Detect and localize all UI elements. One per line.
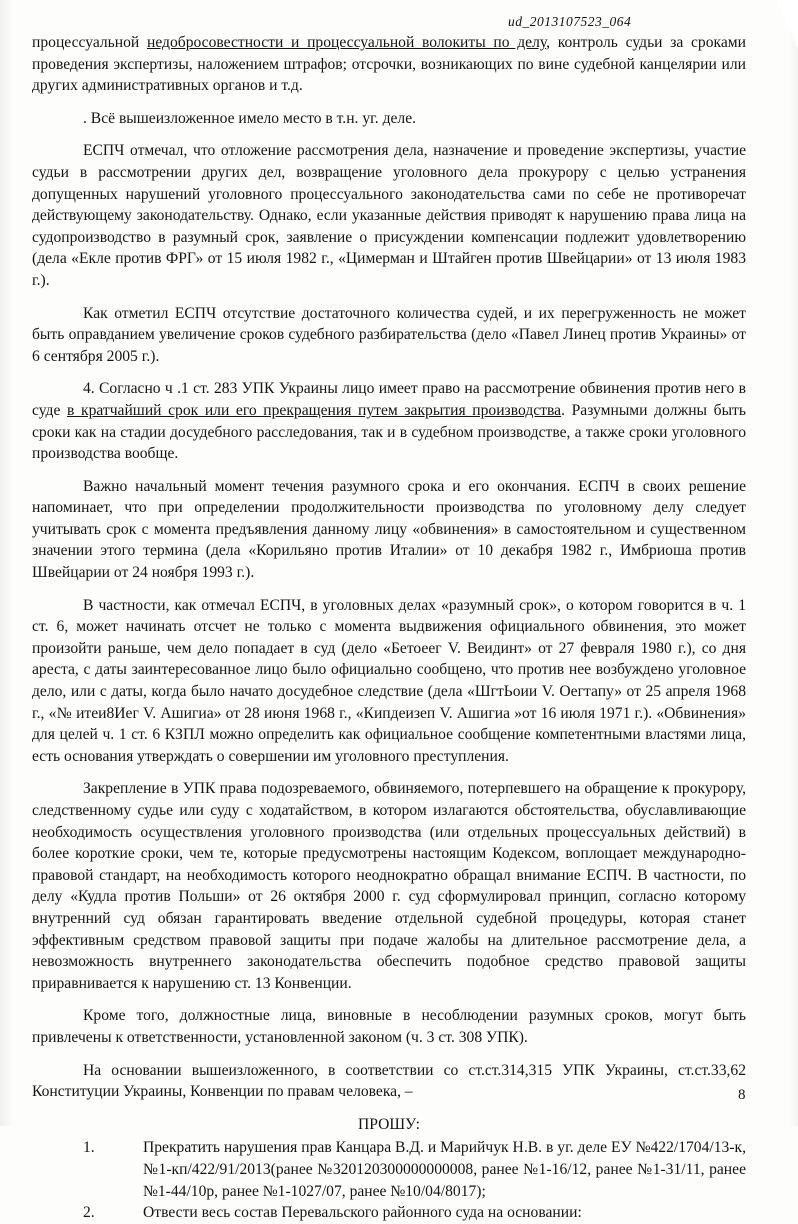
paragraph-8: Кроме того, должностные лица, виновные в несоблюдении разумных сроков, могут быть привлечены к ответственности, установленной законом (ч. 3 ст. 308 УПК).	[32, 1007, 746, 1046]
folded-corner	[776, 0, 798, 48]
paragraph-6: В частности, как отмечал ЕСПЧ, в уголовных делах «разумный срок», о котором говорится в ч. 1 ст. 6, может начинать отсчет не только с момента выдвижения официального обвинения, это может произойти раньше, чем дело попадает в суд (дело «Бетоеег V. Веидинт» от 27 февраля 1980 г.), со дня ареста, с даты заинтересованное лицо было официально сообщено, что против нее возбуждено уголовное дело, или с даты, когда было начато досудебное следствие (дела «ШгтЬоии V. Оегтапу» от 25 апреля 1968 г., «№ итеи8Иег V. Ашигиа» от 28 июня 1968 г., «Кипдеизеп V. Ашигиа »от 16 июля 1971 г.). «Обвинения» для целей ч. 1 ст. 6 КЗПЛ можно определить как официальное сообщение компетентными властями лица, есть основания утверждать о совершении им уголовного преступления.	[32, 596, 746, 765]
item-text: Прекратить нарушения прав Канцара В.Д. и Марийчук Н.В. в уг. деле ЕУ №422/1704/13-к, №1-кп/422/91/2013(ранее №320120300000000008, ранее №1-16/12, ранее №1-31/11, ранее №1-44/10р, ранее №1-1027/07, ранее №10/04/8017);	[143, 1139, 746, 1200]
document-body	[32, 32, 746, 1224]
paragraph-3: Как отметил ЕСПЧ отсутствие достаточного количества судей, и их перегруженность не может быть оправданием увеличение сроков судебного разбирательства (дело «Павел Линец против Украины» от 6 сентября 2005 г.).	[32, 304, 746, 365]
item-number: 2.	[83, 1204, 95, 1222]
request-item	[32, 1137, 746, 1202]
request-heading: ПРОШУ:	[358, 1115, 420, 1133]
paragraph-7: Закрепление в УПК права подозреваемого, обвиняемого, потерпевшего на обращение к прокурору, следственному судье или суду с ходатайством, в котором излагаются обстоятельства, обуславливающие необходимость осуществления уголовного производства (или отдельных процессуальных действий) в более короткие сроки, чем те, которые предусмотрены настоящим Кодексом, воплощает международно-правовой стандарт, на необходимость которого неоднократно обращал внимание ЕСПЧ. В частности, по делу «Кудла против Польши» от 26 октября 2000 г. суд сформулировал принцип, согласно которому внутренний суд обязан гарантировать введение отдельной судебной процедуры, которая станет эффективным средством правовой защиты при подаче жалобы на длительное рассмотрение дела, а невозможность внутреннего законодательства обеспечить подобное средство правовой защиты приравнивается к нарушению ст. 13 Конвенции.	[32, 780, 746, 992]
paragraph-4: 4. Согласно ч .1 ст. 283 УПК Украины лицо имеет право на рассмотрение обвинения против него в суде в кратчайший срок или его прекращения путем закрытия производства. Разумными должны быть сроки как на стадии досудебного расследования, так и в судебном производстве, а также сроки уголовного производства вообще.	[32, 380, 746, 463]
paragraph-1: . Всё вышеизложенное имело место в т.н. уг. деле.	[83, 109, 417, 127]
paragraph-9: На основании вышеизложенного, в соответствии со ст.ст.314,315 УПК Украины, ст.ст.33,62 Конституции Украины, Конвенции по правам человека, –	[32, 1061, 746, 1101]
underlined-phrase: недобросовестности и процессуальной волокиты по делу	[146, 34, 547, 51]
document-id: ud_2013107523_064	[508, 14, 632, 29]
underlined-phrase: в кратчайший срок или его прекращения путем закрытия производства	[67, 401, 562, 419]
request-item	[32, 1202, 746, 1224]
paragraph-5: Важно начальный момент течения разумного срока и его окончания. ЕСПЧ в своих решение напоминает, что при определении продолжительности производства по уголовному делу следует учитывать срок с момента предъявления данному лицу «обвинения» в самостоятельном и существенном значении этого термина (дела «Корильяно против Италии» от 10 декабря 1982 г., Имбриоша против Швейцарии от 24 ноября 1993 г.).	[32, 477, 746, 582]
paragraph-2: ЕСПЧ отмечал, что отложение рассмотрения дела, назначение и проведение экспертизы, участие судьи в рассмотрении других дел, возвращение уголовного дела прокурору с целью устранения допущенных нарушений уголовного процессуального законодательства сами по себе не противоречат действующему законодательству. Однако, если указанные действия приводят к нарушению права лица на судопроизводство в разумный срок, заявление о присуждении компенсации подлежит удовлетворению (дела «Екле против ФРГ» от 15 июля 1982 г., «Цимерман и Штайген против Швейцарии» от 13 июля 1983 г.).	[32, 142, 746, 289]
paragraph-0: процессуальной недобросовестности и процессуальной волокиты по делу, контроль судьи за сроками проведения экспертизы, наложением штрафов; отсрочки, возникающих по вине судебной канцелярии или других административных органов и т.д.	[32, 34, 746, 95]
page-number: 8	[738, 1087, 746, 1103]
item-text: Отвести весь состав Перевальского районного суда на основании:	[143, 1204, 582, 1222]
item-number: 1.	[83, 1139, 95, 1157]
